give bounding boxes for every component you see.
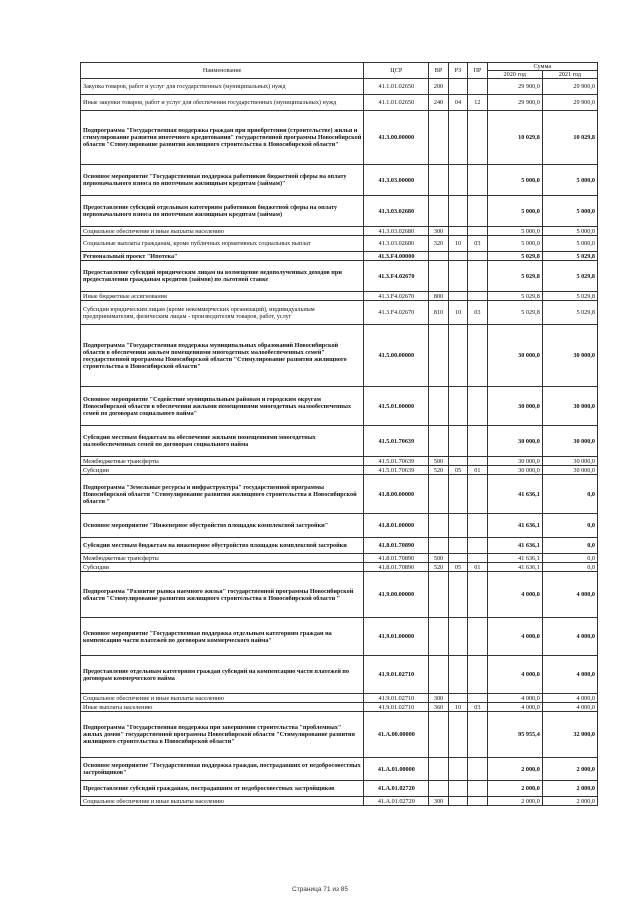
- cell-pr: [468, 252, 487, 261]
- cell-csr: 41.5.01.00000: [364, 387, 429, 426]
- cell-sum-2021: 0,0: [542, 475, 597, 514]
- cell-sum-2021: 4 000,0: [542, 572, 597, 618]
- cell-rz: [448, 554, 467, 563]
- cell-sum-2020: 30 000,0: [487, 387, 542, 426]
- cell-pr: [468, 797, 487, 806]
- cell-rz: [448, 572, 467, 618]
- cell-csr: 41.8.00.00000: [364, 475, 429, 514]
- cell-rz: [448, 426, 467, 457]
- cell-name: Предоставление отдельным категориям граждан субсидий на компенсацию части платежей по договорам коммерческого найма: [81, 656, 364, 694]
- cell-pr: [468, 656, 487, 694]
- cell-rz: [448, 111, 467, 165]
- cell-sum-2021: 10 029,8: [542, 111, 597, 165]
- cell-name: Иные бюджетные ассигнования: [81, 292, 364, 301]
- cell-vr: [429, 572, 448, 618]
- cell-vr: [429, 196, 448, 227]
- cell-vr: 500: [429, 457, 448, 466]
- cell-sum-2021: 5 029,8: [542, 292, 597, 301]
- cell-vr: 200: [429, 79, 448, 95]
- cell-sum-2021: 32 000,0: [542, 712, 597, 758]
- table-row: [81, 758, 598, 781]
- cell-name: Социальные выплаты гражданам, кроме публичных нормативных социальных выплат: [81, 236, 364, 252]
- cell-csr: 41.3.03.00000: [364, 165, 429, 196]
- page-number: Страница 71 из 85: [292, 886, 348, 893]
- cell-csr: 41.9.01.02710: [364, 703, 429, 712]
- cell-vr: 300: [429, 797, 448, 806]
- cell-csr: 41.3.03.02680: [364, 227, 429, 236]
- cell-sum-2021: 4 000,0: [542, 694, 597, 703]
- cell-rz: [448, 261, 467, 292]
- cell-sum-2021: 2 000,0: [542, 758, 597, 781]
- cell-vr: 300: [429, 694, 448, 703]
- table-row: [81, 475, 598, 514]
- cell-vr: 500: [429, 554, 448, 563]
- cell-pr: [468, 538, 487, 554]
- header-sum: Сумма: [487, 63, 597, 71]
- cell-name: Основное мероприятие "Государственная поддержка работников бюджетной сферы на оплату первоначального взноса по ипотечным жилищным кредитам (займам)": [81, 165, 364, 196]
- cell-csr: 41.5.00.00000: [364, 325, 429, 387]
- cell-vr: [429, 514, 448, 538]
- cell-pr: 01: [468, 466, 487, 475]
- cell-sum-2020: 5 000,0: [487, 196, 542, 227]
- cell-csr: 41.3.F4.00000: [364, 252, 429, 261]
- cell-csr: 41.3.F4.02670: [364, 261, 429, 292]
- cell-sum-2020: 4 000,0: [487, 694, 542, 703]
- table-row: [81, 538, 598, 554]
- cell-name: Основное мероприятие "Содействие муниципальным районам и городским округам Новосибирской области в обеспечении жилыми помещениями многодетных малообеспеченных семей по договорам социального найма": [81, 387, 364, 426]
- cell-name: Иные выплаты населению: [81, 703, 364, 712]
- cell-rz: 04: [448, 95, 467, 111]
- cell-sum-2020: 5 029,8: [487, 252, 542, 261]
- cell-csr: 41.8.01.70890: [364, 554, 429, 563]
- table-row: [81, 292, 598, 301]
- table-row: [81, 196, 598, 227]
- cell-pr: 03: [468, 703, 487, 712]
- cell-pr: [468, 514, 487, 538]
- cell-sum-2020: 29 900,0: [487, 95, 542, 111]
- cell-pr: [468, 79, 487, 95]
- table-row: [81, 797, 598, 806]
- table-row: [81, 712, 598, 758]
- cell-rz: [448, 712, 467, 758]
- cell-pr: [468, 261, 487, 292]
- cell-sum-2021: 5 000,0: [542, 236, 597, 252]
- cell-sum-2021: 5 000,0: [542, 227, 597, 236]
- cell-name: Межбюджетные трансферты: [81, 554, 364, 563]
- cell-rz: [448, 387, 467, 426]
- cell-vr: [429, 758, 448, 781]
- cell-sum-2020: 5 029,8: [487, 292, 542, 301]
- cell-rz: [448, 514, 467, 538]
- cell-rz: [448, 538, 467, 554]
- header-name: Наименование: [81, 63, 364, 79]
- cell-vr: [429, 538, 448, 554]
- cell-pr: 03: [468, 301, 487, 325]
- table-row: [81, 781, 598, 797]
- cell-rz: [448, 618, 467, 656]
- cell-sum-2020: 41 636,1: [487, 554, 542, 563]
- cell-sum-2020: 95 955,4: [487, 712, 542, 758]
- cell-csr: 41.3.03.02680: [364, 236, 429, 252]
- cell-pr: 01: [468, 563, 487, 572]
- cell-name: Субсидии юридическим лицам (кроме некоммерческих организаций), индивидуальным предпринимателям, физическим лицам - производителям товаров, работ, услуг: [81, 301, 364, 325]
- table-row: [81, 656, 598, 694]
- cell-pr: [468, 758, 487, 781]
- cell-sum-2021: 5 029,8: [542, 252, 597, 261]
- cell-csr: 41.3.F4.02670: [364, 301, 429, 325]
- cell-pr: [468, 165, 487, 196]
- cell-csr: 41.8.01.00000: [364, 514, 429, 538]
- cell-name: Предоставление субсидий юридическим лицам на возмещение недополученных доходов при предоставлении гражданам кредитов (займов) по льготной ставке: [81, 261, 364, 292]
- cell-pr: [468, 572, 487, 618]
- cell-name: Социальное обеспечение и иные выплаты населению: [81, 227, 364, 236]
- cell-vr: 300: [429, 227, 448, 236]
- cell-name: Закупка товаров, работ и услуг для государственных (муниципальных) нужд: [81, 79, 364, 95]
- header-year-2020: 2020 год: [487, 71, 542, 79]
- cell-csr: 41.9.01.02710: [364, 656, 429, 694]
- cell-name: Иные закупки товаров, работ и услуг для обеспечения государственных (муниципальных) нужд: [81, 95, 364, 111]
- cell-sum-2021: 30 000,0: [542, 466, 597, 475]
- cell-rz: [448, 797, 467, 806]
- cell-rz: [448, 196, 467, 227]
- cell-sum-2021: 4 000,0: [542, 656, 597, 694]
- cell-pr: [468, 554, 487, 563]
- table-row: [81, 554, 598, 563]
- cell-rz: [448, 694, 467, 703]
- cell-vr: [429, 165, 448, 196]
- table-row: [81, 514, 598, 538]
- cell-sum-2020: 30 000,0: [487, 466, 542, 475]
- cell-sum-2021: 0,0: [542, 514, 597, 538]
- cell-pr: [468, 325, 487, 387]
- cell-pr: [468, 426, 487, 457]
- cell-pr: [468, 781, 487, 797]
- cell-vr: 520: [429, 563, 448, 572]
- cell-sum-2020: 4 000,0: [487, 572, 542, 618]
- cell-pr: [468, 457, 487, 466]
- cell-name: Основное мероприятие "Государственная поддержка граждан, пострадавших от недобросовестных застройщиков": [81, 758, 364, 781]
- table-row: [81, 325, 598, 387]
- header-pr: ПР: [468, 63, 487, 79]
- cell-name: Социальное обеспечение и иные выплаты населению: [81, 797, 364, 806]
- table-row: [81, 694, 598, 703]
- cell-rz: [448, 292, 467, 301]
- cell-vr: [429, 252, 448, 261]
- cell-csr: 41.1.01.02650: [364, 79, 429, 95]
- cell-sum-2021: 30 000,0: [542, 426, 597, 457]
- table-row: [81, 301, 598, 325]
- cell-csr: 41.A.01.02720: [364, 797, 429, 806]
- cell-csr: 41.5.01.70639: [364, 426, 429, 457]
- cell-name: Основное мероприятие "Государственная поддержка отдельным категориям граждан на компенсацию части платежей по договорам коммерческого найма": [81, 618, 364, 656]
- cell-pr: 03: [468, 236, 487, 252]
- cell-pr: [468, 475, 487, 514]
- cell-sum-2021: 29 900,0: [542, 95, 597, 111]
- table-row: [81, 703, 598, 712]
- header-csr: ЦСР: [364, 63, 429, 79]
- cell-vr: 320: [429, 236, 448, 252]
- cell-csr: 41.9.01.00000: [364, 618, 429, 656]
- cell-sum-2020: 4 000,0: [487, 618, 542, 656]
- cell-name: Субсидии местным бюджетам на обеспечение жилыми помещениями многодетных малообеспеченных семей по договорам социального найма: [81, 426, 364, 457]
- cell-name: Предоставление субсидий отдельным категориям работников бюджетной сферы на оплату первоначального взноса по ипотечным жилищным кредитам (займам): [81, 196, 364, 227]
- cell-sum-2020: 4 000,0: [487, 656, 542, 694]
- cell-rz: [448, 227, 467, 236]
- cell-name: Региональный проект "Ипотека": [81, 252, 364, 261]
- cell-vr: 810: [429, 301, 448, 325]
- cell-sum-2021: 0,0: [542, 538, 597, 554]
- cell-rz: 05: [448, 466, 467, 475]
- cell-pr: [468, 111, 487, 165]
- cell-sum-2021: 29 900,0: [542, 79, 597, 95]
- table-row: [81, 457, 598, 466]
- table-row: [81, 236, 598, 252]
- cell-vr: [429, 475, 448, 514]
- table-row: [81, 261, 598, 292]
- cell-sum-2021: 4 000,0: [542, 703, 597, 712]
- cell-sum-2021: 2 000,0: [542, 781, 597, 797]
- cell-sum-2021: 0,0: [542, 554, 597, 563]
- cell-csr: 41.A.00.00000: [364, 712, 429, 758]
- cell-vr: [429, 656, 448, 694]
- table-row: [81, 426, 598, 457]
- cell-vr: [429, 111, 448, 165]
- cell-csr: 41.9.00.00000: [364, 572, 429, 618]
- cell-sum-2020: 2 000,0: [487, 758, 542, 781]
- cell-vr: [429, 387, 448, 426]
- header-rz: РЗ: [448, 63, 467, 79]
- cell-vr: [429, 325, 448, 387]
- cell-pr: [468, 712, 487, 758]
- cell-name: Подпрограмма "Земельные ресурсы и инфраструктура" государственной программы Новосибирской области "Стимулирование развития жилищного строительства в Новосибирской области ": [81, 475, 364, 514]
- cell-sum-2020: 5 029,8: [487, 261, 542, 292]
- cell-name: Субсидии: [81, 563, 364, 572]
- cell-pr: [468, 227, 487, 236]
- cell-csr: 41.5.01.70639: [364, 466, 429, 475]
- cell-pr: 12: [468, 95, 487, 111]
- cell-vr: [429, 426, 448, 457]
- table-row: [81, 563, 598, 572]
- cell-sum-2021: 0,0: [542, 563, 597, 572]
- cell-pr: [468, 618, 487, 656]
- cell-pr: [468, 196, 487, 227]
- cell-sum-2021: 5 029,8: [542, 261, 597, 292]
- cell-vr: 800: [429, 292, 448, 301]
- cell-vr: 520: [429, 466, 448, 475]
- table-row: [81, 387, 598, 426]
- table-row: [81, 79, 598, 95]
- budget-table: [80, 62, 598, 806]
- cell-rz: [448, 252, 467, 261]
- cell-name: Подпрограмма "Развитие рынка наемного жилья" государственной программы Новосибирской области "Стимулирование развития жилищного строительства в Новосибирской области ": [81, 572, 364, 618]
- cell-sum-2020: 5 029,8: [487, 301, 542, 325]
- table-row: [81, 95, 598, 111]
- cell-sum-2020: 30 000,0: [487, 426, 542, 457]
- cell-sum-2020: 29 900,0: [487, 79, 542, 95]
- table-row: [81, 618, 598, 656]
- cell-name: Подпрограмма "Государственная поддержка муниципальных образований Новосибирской области в обеспечении жильем помещениями многодетных малообеспеченных семей" государственной программы Новосибирской области "Стимулирование развития жилищного строительства в Новосибирской области": [81, 325, 364, 387]
- cell-name: Межбюджетные трансферты: [81, 457, 364, 466]
- cell-vr: [429, 781, 448, 797]
- cell-name: Социальное обеспечение и иные выплаты населению: [81, 694, 364, 703]
- cell-sum-2021: 5 000,0: [542, 165, 597, 196]
- cell-sum-2020: 5 000,0: [487, 227, 542, 236]
- cell-csr: 41.3.00.00000: [364, 111, 429, 165]
- cell-rz: [448, 758, 467, 781]
- cell-rz: 10: [448, 236, 467, 252]
- table-row: [81, 572, 598, 618]
- cell-name: Подпрограмма "Государственная поддержка граждан при приобретении (строительстве) жилья и стимулирование развития ипотечного кредитования" государственной программы Новосибирской области "Стимулирование развития жилищного строительства в Новосибирской области": [81, 111, 364, 165]
- cell-csr: 41.1.01.02650: [364, 95, 429, 111]
- cell-sum-2021: 30 000,0: [542, 325, 597, 387]
- cell-rz: [448, 457, 467, 466]
- cell-sum-2020: 2 000,0: [487, 781, 542, 797]
- cell-vr: 240: [429, 95, 448, 111]
- cell-rz: 10: [448, 703, 467, 712]
- cell-sum-2020: 41 636,1: [487, 514, 542, 538]
- cell-sum-2020: 4 000,0: [487, 703, 542, 712]
- table-row: [81, 252, 598, 261]
- cell-csr: 41.5.01.70639: [364, 457, 429, 466]
- cell-name: Предоставление субсидий гражданам, пострадавшим от недобросовестных застройщиков: [81, 781, 364, 797]
- cell-csr: 41.A.01.00000: [364, 758, 429, 781]
- cell-rz: [448, 325, 467, 387]
- cell-vr: 360: [429, 703, 448, 712]
- cell-name: Основное мероприятие "Инженерное обустройство площадок комплексной застройки": [81, 514, 364, 538]
- cell-rz: 10: [448, 301, 467, 325]
- cell-sum-2021: 2 000,0: [542, 797, 597, 806]
- header-vr: ВР: [429, 63, 448, 79]
- cell-vr: [429, 618, 448, 656]
- cell-sum-2020: 41 636,1: [487, 563, 542, 572]
- cell-rz: [448, 165, 467, 196]
- cell-vr: [429, 261, 448, 292]
- cell-rz: 05: [448, 563, 467, 572]
- cell-sum-2021: 4 000,0: [542, 618, 597, 656]
- cell-csr: 41.8.01.70890: [364, 538, 429, 554]
- cell-sum-2020: 5 000,0: [487, 165, 542, 196]
- cell-sum-2021: 5 000,0: [542, 196, 597, 227]
- table-row: [81, 111, 598, 165]
- cell-sum-2021: 5 029,8: [542, 301, 597, 325]
- cell-vr: [429, 712, 448, 758]
- cell-sum-2021: 30 000,0: [542, 457, 597, 466]
- header-year-2021: 2021 год: [542, 71, 597, 79]
- cell-name: Подпрограмма "Государственная поддержка при завершении строительства "проблемных" жилых домов" государственной программы Новосибирской области "Стимулирование развития жилищного строительства в Новосибирской области": [81, 712, 364, 758]
- cell-sum-2020: 30 000,0: [487, 325, 542, 387]
- table-row: [81, 227, 598, 236]
- cell-csr: 41.3.F4.02670: [364, 292, 429, 301]
- cell-rz: [448, 475, 467, 514]
- cell-name: Субсидии: [81, 466, 364, 475]
- cell-csr: 41.9.01.02710: [364, 694, 429, 703]
- cell-pr: [468, 387, 487, 426]
- table-row: [81, 466, 598, 475]
- cell-rz: [448, 781, 467, 797]
- cell-csr: 41.3.03.02680: [364, 196, 429, 227]
- cell-pr: [468, 292, 487, 301]
- table-body: [81, 79, 598, 806]
- cell-csr: 41.8.01.70890: [364, 563, 429, 572]
- cell-sum-2020: 2 000,0: [487, 797, 542, 806]
- cell-rz: [448, 79, 467, 95]
- cell-rz: [448, 656, 467, 694]
- cell-sum-2020: 41 636,1: [487, 538, 542, 554]
- cell-sum-2021: 30 000,0: [542, 387, 597, 426]
- cell-sum-2020: 10 029,8: [487, 111, 542, 165]
- cell-csr: 41.A.01.02720: [364, 781, 429, 797]
- cell-sum-2020: 41 636,1: [487, 475, 542, 514]
- table-row: [81, 165, 598, 196]
- cell-sum-2020: 5 000,0: [487, 236, 542, 252]
- cell-sum-2020: 30 000,0: [487, 457, 542, 466]
- cell-pr: [468, 694, 487, 703]
- cell-name: Субсидии местным бюджетам на инженерное обустройство площадок комплексной застройки: [81, 538, 364, 554]
